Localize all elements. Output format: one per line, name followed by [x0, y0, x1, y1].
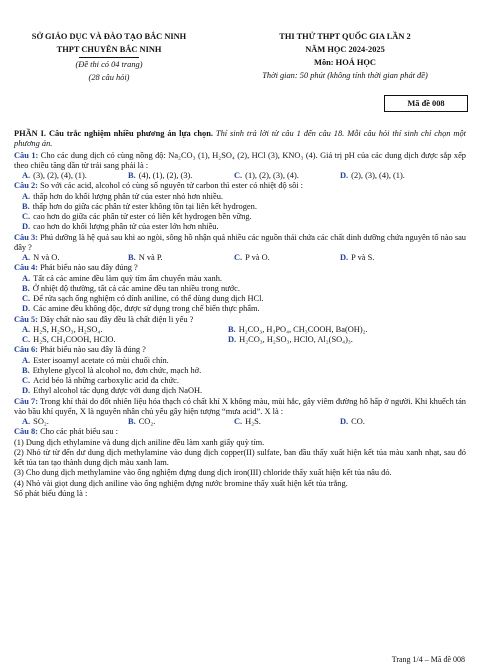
question-4 — [14, 263, 466, 273]
option-text: Để rửa sạch ống nghiệm có dính aniline, có thể dùng dung dịch HCl. — [33, 294, 264, 303]
option-text: Tất cả các amine đều làm quỳ tím ẩm chuyển màu xanh. — [33, 273, 222, 283]
option-b[interactable] — [128, 253, 234, 263]
question-4-text: Phát biểu nào sau đây đúng ? — [37, 263, 138, 273]
question-2-label: Câu 2: — [14, 181, 38, 191]
option-label: B. — [128, 417, 136, 426]
option-label: C. — [22, 376, 31, 385]
option-c[interactable] — [22, 212, 466, 222]
question-3 — [14, 233, 466, 254]
option-label: B. — [22, 201, 30, 211]
department-name: SỞ GIÁO DỤC VÀ ĐÀO TẠO BẮC NINH — [31, 32, 187, 41]
option-text: N và P. — [138, 253, 163, 262]
option-a[interactable] — [22, 253, 128, 263]
option-text: P và S. — [351, 253, 375, 262]
option-label: A. — [22, 253, 31, 262]
exam-code-box: Mã đề 008 — [384, 95, 468, 112]
option-label: B. — [128, 253, 136, 262]
statement-3: (3) Cho dung dịch methylamine vào ống nghiệm đựng dung dịch iron(III) chloride thấy xuất hiện kết tủa nâu đỏ. — [14, 468, 392, 478]
option-d[interactable] — [22, 386, 466, 396]
option-d[interactable] — [340, 253, 446, 263]
option-text: Ester isoamyl acetate có mùi chuối chín. — [33, 355, 169, 365]
option-text: H₂S, H₂SO₃, H₂SO₄. — [33, 324, 103, 334]
option-text: Ethylene glycol là alcohol no, đơn chức, mạch hở. — [32, 365, 202, 375]
option-label: B. — [22, 283, 30, 293]
option-label: D. — [340, 253, 349, 262]
option-label: D. — [22, 386, 31, 396]
question-1-options — [22, 171, 466, 181]
question-2 — [14, 181, 466, 191]
option-text: CO₂. — [138, 417, 156, 426]
option-label: C. — [22, 212, 31, 221]
option-text: (4), (1), (2), (3). — [138, 171, 193, 180]
statement-2: (2) Nhỏ từ từ đến dư dung dịch methylamine vào dung dịch copper(II) sulfate, ban đầu thấy xuất hiện kết tủa màu xanh nhạt, sau đó kết tủa tan tạo thành dung dịch màu xanh lam. — [14, 447, 466, 467]
option-label: A. — [22, 417, 31, 426]
question-6-text: Phát biểu nào sau đây là đúng ? — [37, 345, 146, 355]
option-label: B. — [22, 365, 30, 375]
header-right — [225, 30, 465, 82]
option-label: A. — [22, 355, 31, 365]
question-3-options — [22, 253, 466, 263]
question-7-label: Câu 7: — [14, 396, 38, 406]
question-2-text: So với các acid, alcohol có cùng số nguyên tử carbon thì ester có nhiệt độ sôi : — [37, 181, 304, 191]
option-text: (2), (3), (4), (1). — [351, 171, 405, 180]
exam-content — [14, 129, 466, 499]
question-8-label: Câu 8: — [14, 427, 38, 437]
option-text: thấp hơn do giữa các phân tử ester không tồn tại liên kết hydrogen. — [32, 201, 257, 211]
option-d[interactable] — [22, 304, 466, 314]
option-d[interactable] — [228, 335, 434, 345]
option-b[interactable] — [128, 171, 234, 181]
option-c[interactable] — [234, 171, 340, 181]
option-a[interactable] — [22, 192, 466, 202]
option-b[interactable] — [22, 284, 466, 294]
question-3-text: Phú dưỡng là hệ quả sau khi ao ngòi, sông hồ nhận quá nhiều các nguồn thải chứa các chất dinh dưỡng chứa nguyên tố nào sau đây ? — [14, 232, 466, 252]
part-heading — [14, 129, 466, 150]
question-count-note: (28 câu hỏi) — [88, 73, 130, 82]
option-c[interactable] — [22, 335, 228, 345]
option-label: C. — [234, 171, 243, 180]
question-5-options-row-2 — [22, 335, 466, 345]
school-name: THPT CHUYÊN BẮC NINH — [56, 45, 162, 54]
question-1-text: Cho các dung dịch có cùng nồng độ: Na₂CO₃ (1), H₂SO₄ (2), HCl (3), KNO₃ (4). Giá trị pH của các dung dịch được sắp xếp theo chiều tăng dần từ trái sang phải là : — [14, 150, 466, 170]
subject: Môn: HOÁ HỌC — [314, 58, 376, 67]
question-6-label: Câu 6: — [14, 345, 38, 355]
exam-title: THI THỬ THPT QUỐC GIA LẦN 2 — [279, 32, 411, 41]
option-c[interactable] — [234, 253, 340, 263]
question-6 — [14, 345, 466, 355]
question-8-text: Cho các phát biểu sau : — [37, 427, 118, 437]
option-label: D. — [340, 417, 349, 426]
option-label: D. — [228, 335, 237, 344]
option-text: thấp hơn do khối lượng phân tử của ester nhỏ hơn nhiều. — [33, 191, 223, 201]
option-c[interactable] — [22, 376, 466, 386]
statement-4: (4) Nhỏ vài giọt dung dịch aniline vào ống nghiệm đựng nước bromine thấy xuất hiện kết tủa trắng. — [14, 478, 348, 488]
option-text: N và O. — [33, 253, 60, 262]
statement-1: (1) Dung dịch ethylamine và dung dịch aniline đều làm xanh giấy quỳ tím. — [14, 437, 265, 447]
option-label: C. — [234, 417, 243, 426]
time-note: Thời gian: 50 phút (không tính thời gian phát đề) — [262, 71, 428, 80]
option-text: SO₂. — [33, 417, 49, 426]
option-label: A. — [22, 171, 31, 180]
option-b[interactable] — [22, 202, 466, 212]
question-8 — [14, 427, 466, 437]
option-text: P và O. — [245, 253, 270, 262]
part-instruction: Thí sinh trả lời từ câu 1 đến câu 18. Mỗi câu hỏi thí sinh chỉ chọn một phương án. — [14, 129, 466, 149]
question-1-label: Câu 1: — [14, 150, 39, 160]
option-text: (1), (2), (3), (4). — [245, 171, 299, 180]
option-a[interactable] — [22, 274, 466, 284]
option-d[interactable] — [340, 171, 446, 181]
option-label: A. — [22, 191, 31, 201]
option-c[interactable] — [22, 294, 466, 304]
option-text: (3), (2), (4), (1). — [33, 171, 87, 180]
school-year: NĂM HỌC 2024-2025 — [305, 45, 385, 54]
option-a[interactable] — [22, 325, 228, 335]
option-text: Các amine đều không độc, được sử dụng trong chế biến thực phẩm. — [33, 304, 260, 314]
option-label: D. — [22, 304, 31, 314]
option-text: cao hơn do khối lượng phân tử của ester lớn hơn nhiều. — [33, 222, 219, 232]
option-text: H₂CO₃, H₃PO₄, CH₃COOH, Ba(OH)₂. — [238, 324, 368, 334]
option-b[interactable] — [128, 417, 234, 427]
option-a[interactable] — [22, 417, 128, 427]
question-1 — [14, 151, 466, 172]
page-footer: Trang 1/4 – Mã đề 008 — [391, 655, 465, 664]
option-b[interactable] — [228, 325, 434, 335]
option-d[interactable] — [340, 417, 446, 427]
question-5-text: Dãy chất nào sau đây đều là chất điện li yếu ? — [37, 314, 194, 324]
option-text: Acid béo là những carboxylic acid đa chức. — [33, 376, 179, 385]
option-c[interactable] — [234, 417, 340, 427]
option-text: CO. — [351, 417, 365, 426]
option-text: H₂CO₃, H₂SO₃, HClO, Al₂(SO₄)₃. — [239, 335, 353, 344]
page-count-note: (Đề thi có 04 trang) — [75, 60, 143, 69]
option-label: D. — [340, 171, 349, 180]
option-label: A. — [22, 273, 31, 283]
question-8-closing: Số phát biểu đúng là : — [14, 488, 88, 498]
option-label: C. — [22, 335, 31, 344]
option-a[interactable] — [22, 171, 128, 181]
option-a[interactable] — [22, 356, 466, 366]
option-text: H₂S. — [245, 417, 261, 426]
option-label: D. — [22, 222, 31, 232]
question-7-text: Trong khí thải do đốt nhiên liệu hóa thạch có chất khí X không màu, mùi hắc, gây viêm đường hô hấp ở người. Khi khuếch tán vào bầu khí quyển, X là nguyên nhân chủ yếu gây hiện tượng “mưa acid”. X là : — [14, 396, 466, 416]
option-text: H₂S, CH₃COOH, HClO. — [33, 335, 116, 344]
option-text: cao hơn do giữa các phân tử ester có liên kết hydrogen bền vững. — [33, 212, 252, 221]
question-3-label: Câu 3: — [14, 232, 38, 242]
option-text: Ở nhiệt độ thường, tất cả các amine đều tan nhiều trong nước. — [32, 283, 240, 293]
question-5 — [14, 315, 466, 325]
option-label: B. — [128, 171, 136, 180]
option-label: B. — [228, 324, 236, 334]
option-label: A. — [22, 324, 31, 334]
option-b[interactable] — [22, 366, 466, 376]
question-5-label: Câu 5: — [14, 314, 38, 324]
question-7-options — [22, 417, 466, 427]
part-title: PHẦN I. Câu trắc nghiệm nhiều phương án lựa chọn. — [14, 129, 213, 138]
option-label: C. — [22, 294, 31, 303]
option-text: Ethyl alcohol tác dụng được với dung dịch NaOH. — [33, 386, 203, 396]
question-4-label: Câu 4: — [14, 263, 38, 273]
option-label: C. — [234, 253, 243, 262]
option-d[interactable] — [22, 222, 466, 232]
header-left — [14, 30, 204, 84]
question-7 — [14, 397, 466, 418]
question-5-options-row-1 — [22, 325, 466, 335]
